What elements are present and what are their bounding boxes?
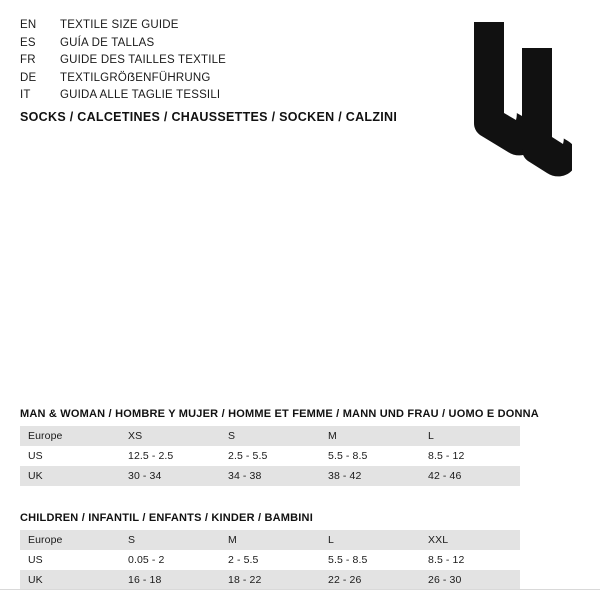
table-cell: 38 - 42 [320,466,420,486]
language-row [20,52,380,70]
table-cell: XXL [420,530,520,550]
table-cell: US [20,550,120,570]
table-row [20,426,520,446]
table-cell: S [220,426,320,446]
language-row [20,17,380,35]
divider [0,589,600,590]
language-text: TEXTILE SIZE GUIDE [60,19,179,31]
language-code: DE [20,71,37,84]
language-list [20,17,380,105]
table-cell: L [420,426,520,446]
language-row [20,87,380,105]
table [20,426,520,486]
table-cell: XS [120,426,220,446]
table [20,530,520,590]
table-cell: Europe [20,426,120,446]
language-text: GUIDE DES TAILLES TEXTILE [60,54,227,66]
language-text: GUIDA ALLE TAGLIE TESSILI [60,89,221,101]
table-cell: 18 - 22 [220,570,320,590]
table-cell: Europe [20,530,120,550]
table-cell: UK [20,570,120,590]
table-cell: 30 - 34 [120,466,220,486]
table-cell: L [320,530,420,550]
language-code: IT [20,89,31,101]
table-cell: 2.5 - 5.5 [220,446,320,466]
table-cell: 0.05 - 2 [120,550,220,570]
table-cell: 2 - 5.5 [220,550,320,570]
table-row [20,530,520,550]
table-cell: M [220,530,320,550]
table-cell: US [20,446,120,466]
table-cell: 5.5 - 8.5 [320,550,420,570]
language-code: EN [20,19,37,31]
section-title: CHILDREN / INFANTIL / ENFANTS / KINDER / BAMBINI [20,512,313,524]
table-cell: 8.5 - 12 [420,550,520,570]
language-row [20,70,380,88]
language-code: FR [20,54,36,66]
table-cell: S [120,530,220,550]
table-row [20,550,520,570]
table-cell: 34 - 38 [220,466,320,486]
table-row [20,570,520,590]
language-text: TEXTILGRÖẞENFÜHRUNG [60,71,211,84]
table-cell: 16 - 18 [120,570,220,590]
size-table-man-woman [20,408,580,486]
size-table-children [20,512,580,590]
section-title: MAN & WOMAN / HOMBRE Y MUJER / HOMME ET FEMME / MANN UND FRAU / UOMO E DONNA [20,408,539,420]
table-cell: 26 - 30 [420,570,520,590]
table-cell: 8.5 - 12 [420,446,520,466]
table-cell: 5.5 - 8.5 [320,446,420,466]
page-title: SOCKS / CALCETINES / CHAUSSETTES / SOCKEN / CALZINI [20,110,398,124]
pair-of-socks-icon [412,18,572,178]
language-code: ES [20,36,36,49]
language-row [20,35,380,53]
language-text: GUÍA DE TALLAS [60,36,155,49]
table-cell: 12.5 - 2.5 [120,446,220,466]
table-row [20,466,520,486]
table-cell: 22 - 26 [320,570,420,590]
table-cell: UK [20,466,120,486]
table-cell: M [320,426,420,446]
table-cell: 42 - 46 [420,466,520,486]
table-row [20,446,520,466]
